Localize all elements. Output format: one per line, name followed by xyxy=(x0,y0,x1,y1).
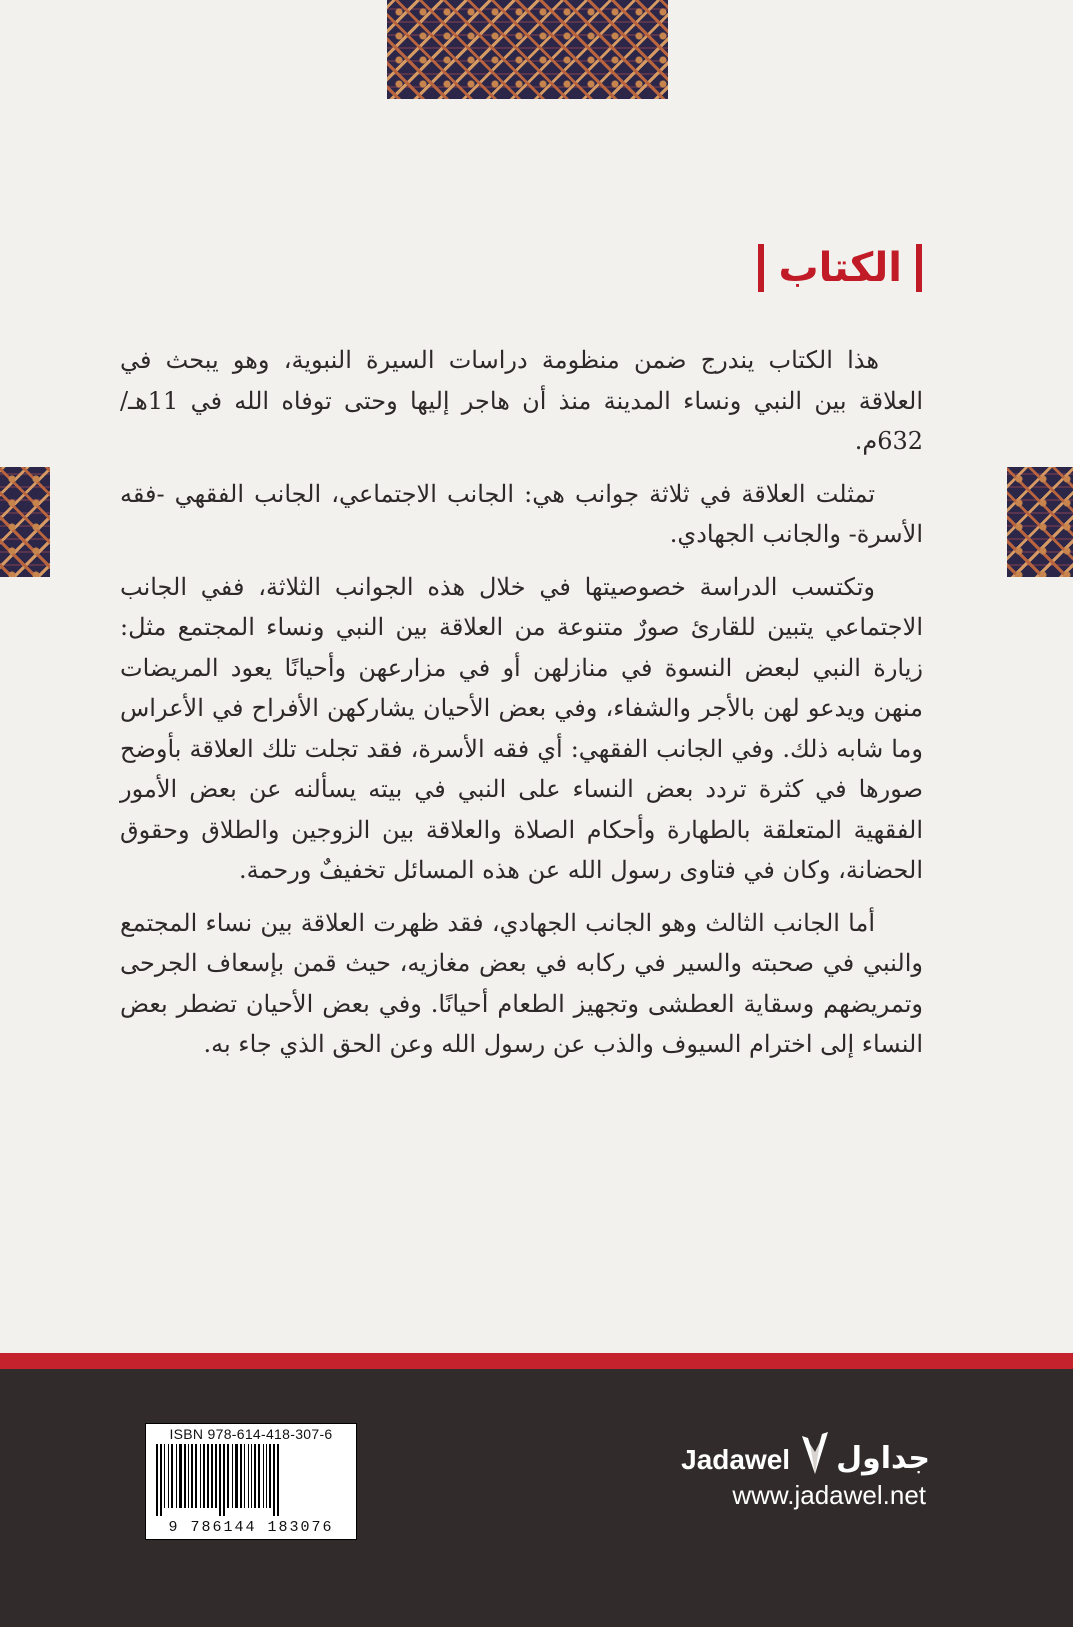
barcode-bar xyxy=(207,1444,209,1508)
book-description xyxy=(120,340,923,1077)
barcode-bar xyxy=(251,1444,252,1508)
barcode-digits: 9 786144 183076 xyxy=(168,1519,334,1536)
barcode-bar xyxy=(244,1444,245,1508)
barcode-bar xyxy=(219,1444,221,1516)
barcode-bar xyxy=(248,1444,249,1508)
barcode-bar xyxy=(263,1444,264,1508)
barcode-bar xyxy=(195,1444,197,1508)
publisher-brand xyxy=(681,1430,930,1476)
barcode-bar xyxy=(168,1444,169,1508)
publisher-block xyxy=(680,1430,930,1530)
isbn-barcode xyxy=(145,1423,357,1540)
decorative-pattern-top xyxy=(387,0,668,99)
publisher-name-arabic: جداول xyxy=(836,1441,930,1476)
barcode-bar xyxy=(215,1444,217,1508)
barcode-bar xyxy=(156,1444,158,1516)
publisher-website: www.jadawel.net xyxy=(732,1480,926,1510)
decorative-pattern-left xyxy=(0,467,50,577)
barcode-bar xyxy=(188,1444,189,1508)
barcode-bar xyxy=(191,1444,193,1508)
isbn-label: ISBN 978-614-418-307-6 xyxy=(169,1426,333,1442)
barcode-bar xyxy=(211,1444,213,1508)
barcode-bar xyxy=(273,1444,275,1516)
barcode-bar xyxy=(184,1444,186,1508)
section-title: الكتاب xyxy=(778,245,902,291)
barcode-bar xyxy=(179,1444,182,1508)
barcode-bar xyxy=(277,1444,279,1516)
barcode-bar xyxy=(258,1444,260,1508)
barcode-bars xyxy=(152,1444,350,1516)
barcode-bar xyxy=(176,1444,177,1508)
barcode-bar xyxy=(171,1444,173,1508)
barcode-bar xyxy=(203,1444,205,1508)
heading-bar-right xyxy=(916,244,922,292)
barcode-bar xyxy=(200,1444,201,1508)
barcode-bar xyxy=(235,1444,238,1508)
decorative-pattern-right xyxy=(1007,467,1073,577)
barcode-bar xyxy=(160,1444,162,1516)
paragraph-2: تمثلت العلاقة في ثلاثة جوانب هي: الجانب الاجتماعي، الجانب الفقهي -فقه الأسرة- والجانب الجهادي. xyxy=(120,479,923,548)
barcode-bar xyxy=(254,1444,256,1508)
heading-bar-left xyxy=(758,244,764,292)
barcode-bar xyxy=(266,1444,267,1508)
publisher-name-latin: Jadawel xyxy=(681,1444,791,1475)
paragraph-1: هذا الكتاب يندرج ضمن منظومة دراسات السيرة النبوية، وهو يبحث في العلاقة بين النبي ونساء المدينة منذ أن هاجر إليها وحتى توفاه الله في 11هـ/ 632م. xyxy=(120,346,923,455)
barcode-bar xyxy=(164,1444,165,1508)
quill-logo-icon xyxy=(798,1430,832,1476)
paragraph-3: وتكتسب الدراسة خصوصيتها في خلال هذه الجوانب الثلاثة، ففي الجانب الاجتماعي يتبين للقارئ صورٌ متنوعة من العلاقة بين النبي ونساء المجتمع مثل: زيارة النبي لبعض النسوة في منازلهن أو في مزارعهن وأحيانًا يعود المريضات منهن ويدعو لهن بالأجر والشفاء، وفي بعض الأحيان يشاركهن الأفراح في الأعراس وما شابه ذلك. وفي الجانب الفقهي: أي فقه الأسرة، فقد تجلت تلك العلاقة بأوضح صورها في كثرة تردد بعض النساء على النبي في بيته يسألنه عن بعض الأمور الفقهية المتعلقة بالطهارة وأحكام الصلاة والعلاقة بين الزوجين والطلاق وحقوق الحضانة، وكان في فتاوى رسول الله عن هذه المسائل تخفيفٌ ورحمة. xyxy=(120,572,924,884)
barcode-bar xyxy=(227,1444,229,1508)
paragraph-4: أما الجانب الثالث وهو الجانب الجهادي، فقد ظهرت العلاقة بين نساء المجتمع والنبي في صحبته والسير في ركابه في بعض مغازيه، حيث قمن بإسعاف الجرحى وتمريضهم وسقاية العطشى وتجهيز الطعام أحيانًا. وفي بعض الأحيان تضطر بعض النساء إلى اخترام السيوف والذب عن رسول الله وعن الحق الذي جاء به. xyxy=(120,908,923,1058)
barcode-bar xyxy=(223,1444,225,1516)
barcode-bar xyxy=(240,1444,242,1508)
barcode-bar xyxy=(232,1444,233,1508)
section-heading xyxy=(758,244,922,292)
red-stripe xyxy=(0,1353,1073,1369)
barcode-bar xyxy=(269,1444,271,1508)
